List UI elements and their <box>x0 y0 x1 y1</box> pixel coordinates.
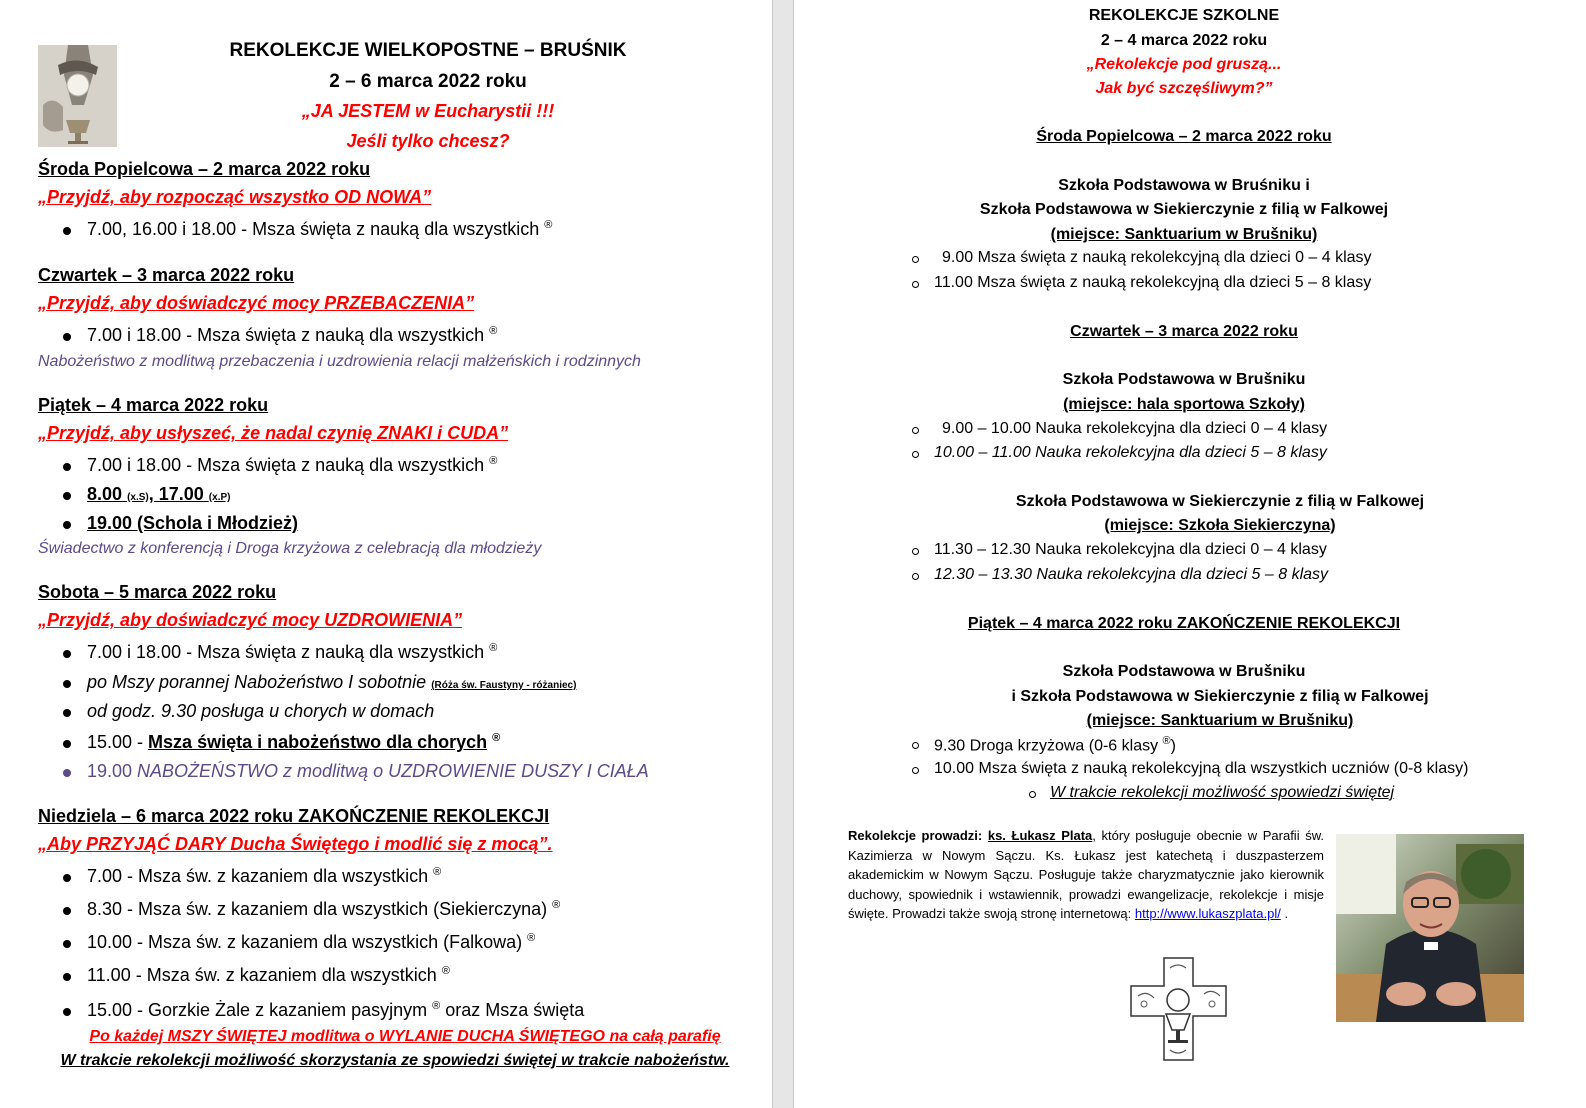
day2-note: Nabożeństwo z modlitwą przebaczenia i uzdrowienia relacji małżeńskich i rodzinnych <box>38 353 641 370</box>
closing-prayer: Po każdej MSZY ŚWIĘTEJ modlitwa o WYLANIE DUCHA ŚWIĘTEGO na całą parafię <box>89 1028 721 1045</box>
thu-place-1: (miejsce: hala sportowa Szkoły) <box>1063 396 1305 413</box>
day4-item-5-time: 19.00 <box>87 761 138 781</box>
closing-confession-text: W trakcie rekolekcji możliwość skorzystania ze spowiedzi świętej w trakcie nabożeństw <box>60 1052 726 1069</box>
thu-item-4: 12.30 – 13.30 Nauka rekolekcyjna dla dzieci 5 – 8 klasy <box>934 566 1329 583</box>
circle-bullet-icon <box>912 451 919 458</box>
bio-end: . <box>1280 906 1289 921</box>
day5-item-2-text: 8.30 - Msza św. z kazaniem dla wszystkich (Siekierczyna) <box>87 899 548 919</box>
day1-heading: Środa Popielcowa – 2 marca 2022 roku <box>38 159 371 179</box>
registered-icon: ® <box>432 1000 441 1012</box>
thu-item-1: 9.00 – 10.00 Nauka rekolekcyjna dla dzieci 0 – 4 klasy <box>942 420 1328 437</box>
bullet-icon <box>63 907 71 915</box>
bullet-icon <box>63 1008 71 1016</box>
day1-theme: „Przyjdź, aby rozpocząć wszystko OD NOWA” <box>38 187 432 207</box>
bio-lead: Rekolekcje prowadzi: <box>848 828 983 843</box>
fri-place: (miejsce: Sanktuarium w Brušniku) <box>1086 712 1354 729</box>
circle-bullet-icon <box>1029 791 1036 798</box>
bullet-icon <box>63 769 71 777</box>
priest-photo-icon <box>1336 834 1524 1022</box>
day2-item-1-text: 7.00 i 18.00 - Msza święta z nauką dla wszystkich <box>87 325 485 345</box>
day4-item-1-text: 7.00 i 18.00 - Msza święta z nauką dla wszystkich <box>87 642 485 662</box>
wed-place: (miejsce: Sanktuarium w Brušniku) <box>1050 226 1318 243</box>
fri-item-1-text: 9.30 Droga krzyżowa (0-6 klasy <box>934 737 1163 755</box>
wed-item-2: 11.00 Msza święta z nauką rekolekcyjną dla dzieci 5 – 8 klasy <box>934 274 1372 291</box>
day4-item-2-text: po Mszy porannej Nabożeństwo I sobotnie <box>87 672 427 692</box>
right-dates: 2 – 4 marca 2022 roku <box>1100 32 1268 49</box>
parish-logo <box>1126 956 1231 1064</box>
circle-bullet-icon <box>912 427 919 434</box>
day3-item-1-text: 7.00 i 18.00 - Msza święta z nauką dla wszystkich <box>87 455 485 475</box>
day5-item-4-text: 11.00 - Msza św. z kazaniem dla wszystkich <box>87 965 437 985</box>
day3-item-2-time-2: , 17.00 <box>148 484 204 504</box>
thu-place-2: (miejsce: Szkoła Siekierczyna) <box>1104 517 1336 534</box>
left-motto-2: Jeśli tylko chcesz? <box>346 131 510 151</box>
bullet-icon <box>63 680 71 688</box>
registered-icon: ® <box>489 455 498 467</box>
day4-item-2 <box>87 672 576 693</box>
cross-chalice-logo-icon <box>1126 956 1231 1064</box>
day3-item-3: 19.00 (Schola i Młodzież) <box>87 513 299 533</box>
bullet-icon <box>63 740 71 748</box>
right-motto-2: Jak być szczęśliwym?” <box>1095 80 1273 97</box>
bio-text: , który posługuje obecnie w Parafii św. Kazimierza w Nowym Sączu. Ks. Łukasz jest katechetą i duszpasterzem akademickim w Nowym Sączu. Posługuje także charyzmatycznie jako kierownik duchowy, spowiednik i wstawiennik, prowadzi ewangelizacje, rekolekcje i misje święte. Prowadzi także swoją stronę internetową: <box>848 828 1324 921</box>
day2-theme: „Przyjdź, aby doświadczyć mocy PRZEBACZENIA” <box>38 293 475 313</box>
circle-bullet-icon <box>912 742 919 749</box>
day3-heading: Piątek – 4 marca 2022 roku <box>38 395 269 415</box>
eucharist-photo-icon <box>38 45 117 147</box>
fri-item-1 <box>934 735 1176 755</box>
day3-theme: „Przyjdź, aby usłyszeć, że nadal czynię ZNAKI i CUDA” <box>38 423 509 443</box>
right-page <box>794 0 1586 1108</box>
day3-item-2-priest-2: (x.P) <box>208 492 231 503</box>
day5-item-4 <box>87 965 450 986</box>
thu-school-2: Szkoła Podstawowa w Siekierczynie z filią w Falkowej <box>1015 493 1425 510</box>
day5-item-5-text: 15.00 - Gorzkie Żale z kazaniem pasyjnym <box>87 1000 428 1020</box>
day1-item-1-text: 7.00, 16.00 i 18.00 - Msza święta z nauką dla wszystkich <box>87 219 540 239</box>
day5-item-1 <box>87 866 441 887</box>
bullet-icon <box>63 650 71 658</box>
left-dates: 2 – 6 marca 2022 roku <box>329 71 527 92</box>
bullet-icon <box>63 521 71 529</box>
priest-photo <box>1336 834 1524 1022</box>
left-page <box>0 0 772 1108</box>
day5-item-2 <box>87 899 560 920</box>
thu-item-3: 11.30 – 12.30 Nauka rekolekcyjna dla dzieci 0 – 4 klasy <box>934 541 1327 558</box>
day2-heading: Czwartek – 3 marca 2022 roku <box>38 265 295 285</box>
fri-school-2: i Szkoła Podstawowa w Siekierczynie z filią w Falkowej <box>1011 688 1429 705</box>
fri-item-2: 10.00 Msza święta z nauką rekolekcyjną dla wszystkich uczniów (0-8 klasy) <box>934 760 1469 777</box>
day1-item-1 <box>87 219 552 240</box>
fri-heading: Piątek – 4 marca 2022 roku ZAKOŃCZENIE REKOLEKCJI <box>967 615 1401 632</box>
left-title: REKOLEKCJE WIELKOPOSTNE – BRUŚNIK <box>229 40 627 61</box>
bullet-icon <box>63 940 71 948</box>
circle-bullet-icon <box>912 767 919 774</box>
circle-bullet-icon <box>912 256 919 263</box>
day4-item-4-time: 15.00 - <box>87 732 149 752</box>
day3-item-2-time-1: 8.00 <box>87 484 123 504</box>
fri-school-1: Szkoła Podstawowa w Brušniku <box>1062 663 1306 680</box>
bullet-icon <box>63 492 71 500</box>
bullet-icon <box>63 463 71 471</box>
bullet-icon <box>63 709 71 717</box>
registered-icon: ® <box>489 325 498 337</box>
day5-item-3-text: 10.00 - Msza św. z kazaniem dla wszystkich (Falkowa) <box>87 932 523 952</box>
day3-item-1 <box>87 455 497 476</box>
thu-item-2: 10.00 – 11.00 Nauka rekolekcyjna dla dzieci 5 – 8 klasy <box>934 444 1327 461</box>
day4-item-4-text: Msza święta i nabożeństwo dla chorych <box>148 732 488 752</box>
wed-item-1: 9.00 Msza święta z nauką rekolekcyjną dla dzieci 0 – 4 klasy <box>942 249 1372 266</box>
wed-heading: Środa Popielcowa – 2 marca 2022 roku <box>1036 128 1332 145</box>
fri-item-3: W trakcie rekolekcji możliwość spowiedzi świętej <box>1050 784 1395 801</box>
day5-item-1-text: 7.00 - Msza św. z kazaniem dla wszystkich <box>87 866 429 886</box>
fri-item-1-tail: ) <box>1170 737 1176 755</box>
bullet-icon <box>63 227 71 235</box>
day2-item-1 <box>87 325 497 346</box>
day4-theme: „Przyjdź, aby doświadczyć mocy UZDROWIENIA” <box>38 610 463 630</box>
day3-item-2-priest-1: (x.S) <box>127 492 149 503</box>
eucharist-photo <box>38 45 117 147</box>
website-link[interactable]: http://www.lukaszplata.pl/ <box>1134 906 1281 921</box>
registered-icon: ® <box>1162 735 1171 747</box>
registered-icon: ® <box>552 899 561 911</box>
left-motto-1: „JA JESTEM w Eucharystii !!! <box>301 101 555 121</box>
thu-school-1: Szkoła Podstawowa w Brušniku <box>1062 371 1306 388</box>
thu-heading: Czwartek – 3 marca 2022 roku <box>1070 323 1298 340</box>
right-motto-1: „Rekolekcje pod gruszą... <box>1086 56 1282 73</box>
day5-item-3 <box>87 932 535 953</box>
day3-note: Świadectwo z konferencją i Droga krzyżowa z celebracją dla młodzieży <box>38 540 542 557</box>
leader-bio <box>848 826 1324 924</box>
circle-bullet-icon <box>912 548 919 555</box>
day4-item-5 <box>87 761 649 782</box>
circle-bullet-icon <box>912 281 919 288</box>
wed-school-1: Szkoła Podstawowa w Bruśniku i <box>1058 177 1310 194</box>
registered-icon: ® <box>544 219 553 231</box>
day4-item-4 <box>87 732 500 753</box>
day4-heading: Sobota – 5 marca 2022 roku <box>38 582 277 602</box>
day4-item-5-text: NABOŻEŃSTWO z modlitwą o UZDROWIENIE DUSZY I CIAŁA <box>137 761 649 781</box>
bullet-icon <box>63 973 71 981</box>
wed-school-2: Szkoła Podstawowa w Siekierczynie z filią w Falkowej <box>979 201 1389 218</box>
bullet-icon <box>63 874 71 882</box>
day3-item-2 <box>87 484 230 505</box>
day4-item-2-small: (Róża św. Faustyny - różaniec) <box>431 680 577 691</box>
registered-icon: ® <box>527 932 536 944</box>
right-title: REKOLEKCJE SZKOLNE <box>1088 7 1280 24</box>
bio-name: ks. Łukasz Plata <box>987 828 1093 843</box>
registered-icon: ® <box>492 732 501 744</box>
registered-icon: ® <box>433 866 442 878</box>
page-gutter <box>772 0 794 1108</box>
bullet-icon <box>63 333 71 341</box>
day4-item-3: od godz. 9.30 posługa u chorych w domach <box>87 701 435 721</box>
closing-confession: W trakcie rekolekcji możliwość skorzystania ze spowiedzi świętej w trakcie nabożeństw. <box>60 1052 730 1069</box>
registered-icon: ® <box>441 965 450 977</box>
day5-heading: Niedziela – 6 marca 2022 roku ZAKOŃCZENIE REKOLEKCJI <box>38 806 550 826</box>
day5-item-5-tail: oraz Msza święta <box>440 1000 585 1020</box>
day5-item-5 <box>87 1000 584 1021</box>
registered-icon: ® <box>489 642 498 654</box>
day5-theme: „Aby PRZYJĄĆ DARY Ducha Świętego i modlić się z mocą”. <box>38 834 553 854</box>
day4-item-1 <box>87 642 497 663</box>
circle-bullet-icon <box>912 573 919 580</box>
